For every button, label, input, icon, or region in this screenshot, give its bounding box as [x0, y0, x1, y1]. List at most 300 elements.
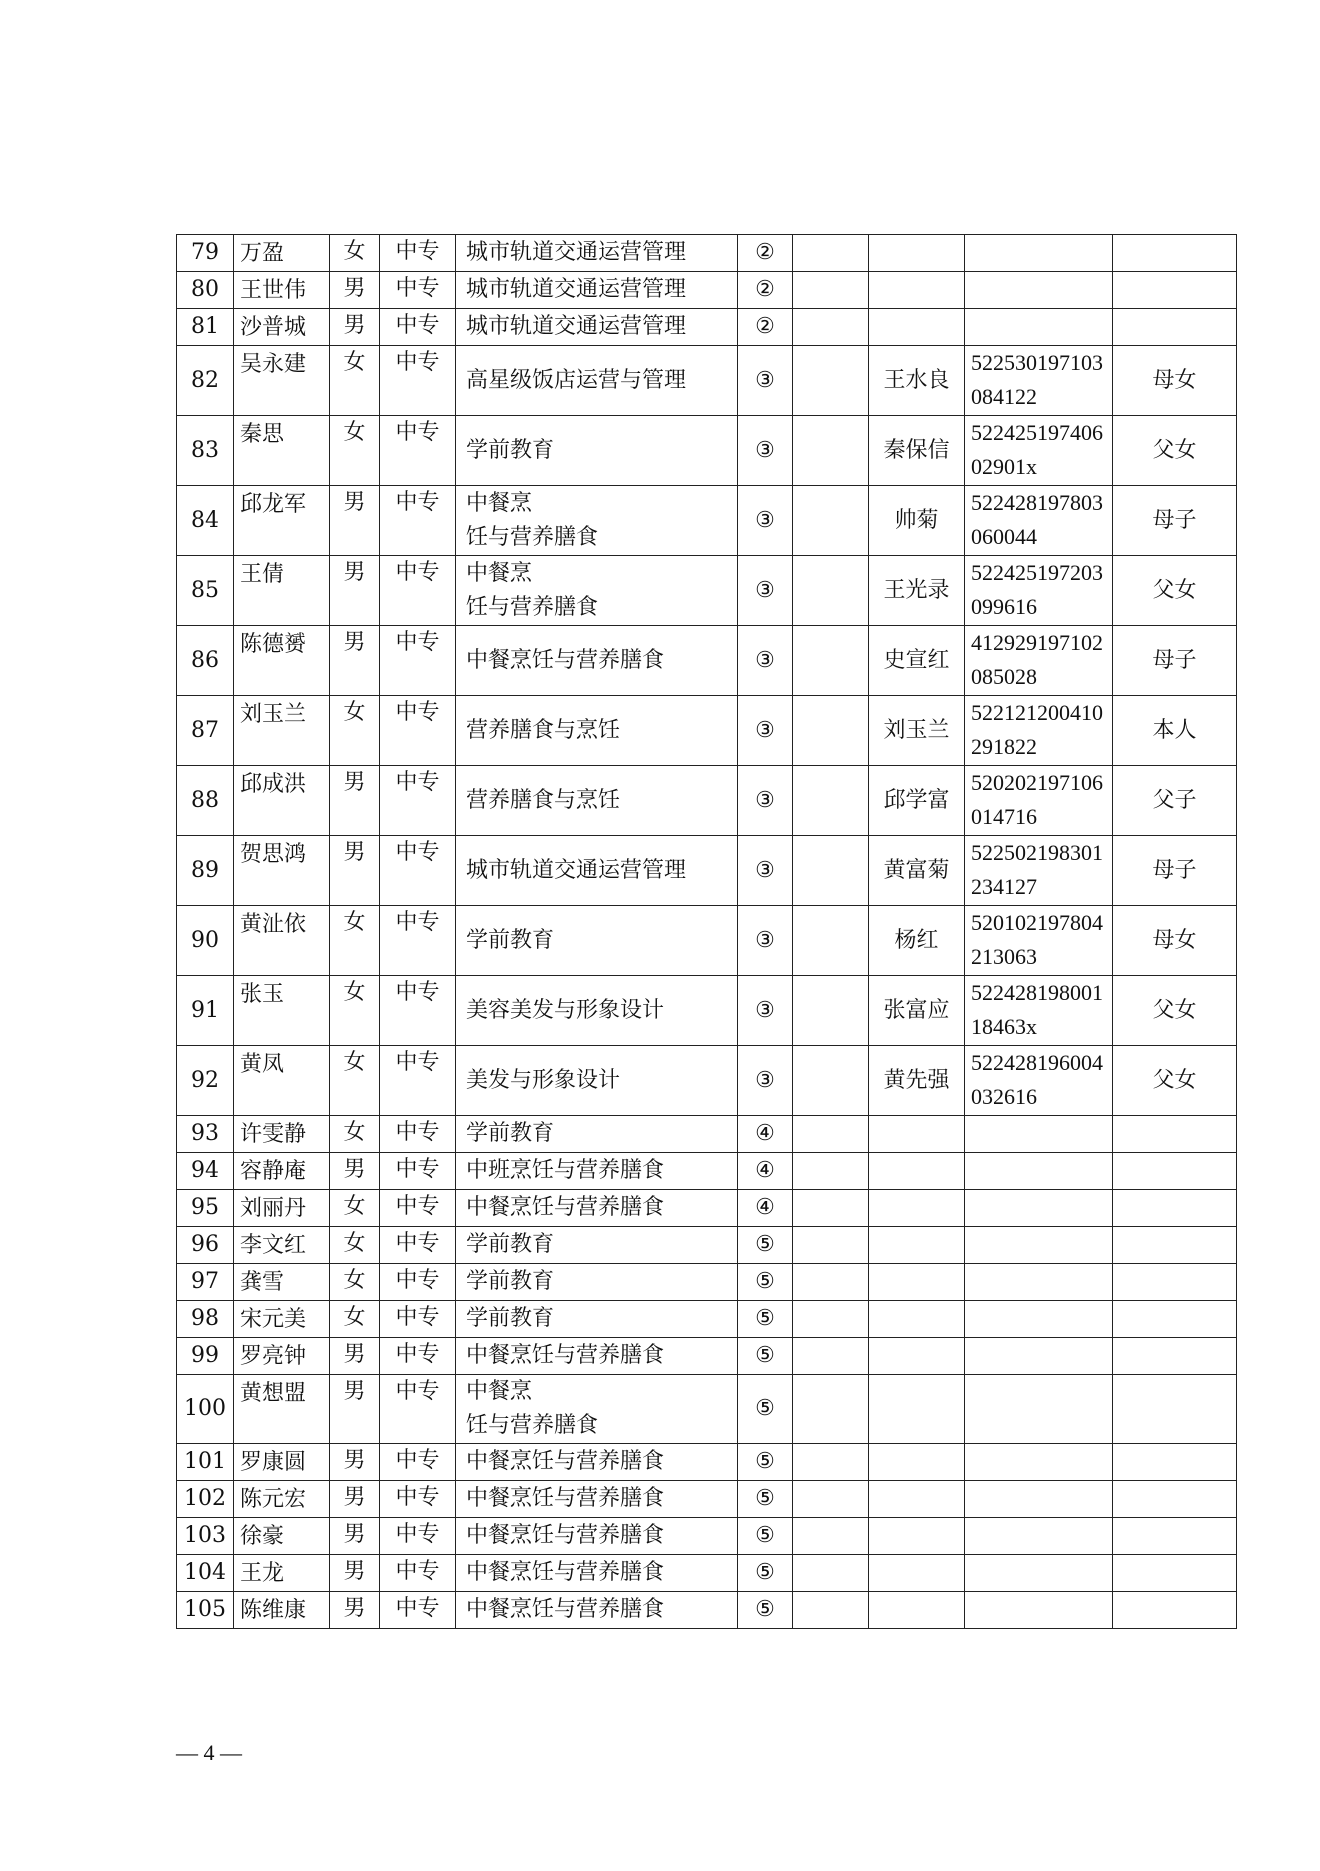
guardian-id-number [965, 1481, 1113, 1518]
education-level: 中专 [380, 416, 456, 486]
row-number: 103 [177, 1518, 234, 1555]
gender: 男 [330, 1153, 380, 1190]
relationship [1113, 1375, 1237, 1444]
id-number-part: 234127 [971, 874, 1037, 899]
category-mark: ③ [738, 486, 793, 556]
table-body [177, 235, 1237, 1629]
row-number: 93 [177, 1116, 234, 1153]
guardian-name [869, 1264, 965, 1301]
table-row [177, 346, 1237, 416]
guardian-id-number [965, 906, 1113, 976]
education-level: 中专 [380, 1046, 456, 1116]
gender: 男 [330, 1375, 380, 1444]
gender: 男 [330, 836, 380, 906]
row-number: 87 [177, 696, 234, 766]
table-row [177, 1153, 1237, 1190]
blank-cell [793, 309, 869, 346]
gender: 女 [330, 1190, 380, 1227]
gender: 男 [330, 556, 380, 626]
id-number-part: 18463x [971, 1014, 1037, 1039]
student-name: 罗亮钟 [234, 1338, 330, 1375]
student-name: 邱成洪 [234, 766, 330, 836]
gender: 男 [330, 272, 380, 309]
guardian-id-number [965, 976, 1113, 1046]
blank-cell [793, 626, 869, 696]
gender: 男 [330, 1481, 380, 1518]
category-mark: ⑤ [738, 1264, 793, 1301]
relationship [1113, 1264, 1237, 1301]
table-row [177, 976, 1237, 1046]
major [456, 416, 738, 486]
category-mark: ② [738, 309, 793, 346]
table-row [177, 416, 1237, 486]
relationship [1113, 1481, 1237, 1518]
table-row [177, 1444, 1237, 1481]
guardian-name [869, 1481, 965, 1518]
student-name: 宋元美 [234, 1301, 330, 1338]
relationship [1113, 1153, 1237, 1190]
student-name: 王倩 [234, 556, 330, 626]
student-table [176, 234, 1237, 1629]
row-number: 105 [177, 1592, 234, 1629]
guardian-name [869, 1153, 965, 1190]
education-level: 中专 [380, 626, 456, 696]
education-level: 中专 [380, 1264, 456, 1301]
education-level: 中专 [380, 1190, 456, 1227]
education-level: 中专 [380, 556, 456, 626]
major [456, 486, 738, 556]
table-row [177, 696, 1237, 766]
blank-cell [793, 556, 869, 626]
table-row [177, 235, 1237, 272]
gender: 男 [330, 1444, 380, 1481]
gender: 女 [330, 1116, 380, 1153]
id-number-part: 213063 [971, 944, 1037, 969]
guardian-id-number [965, 486, 1113, 556]
relationship: 父女 [1113, 976, 1237, 1046]
guardian-name [869, 1301, 965, 1338]
relationship: 父女 [1113, 1046, 1237, 1116]
category-mark: ④ [738, 1116, 793, 1153]
education-level: 中专 [380, 346, 456, 416]
major [456, 1227, 738, 1264]
row-number: 84 [177, 486, 234, 556]
table-row [177, 1116, 1237, 1153]
guardian-name [869, 1190, 965, 1227]
blank-cell [793, 836, 869, 906]
major [456, 1444, 738, 1481]
gender: 男 [330, 1555, 380, 1592]
blank-cell [793, 1190, 869, 1227]
id-number-part: 014716 [971, 804, 1037, 829]
guardian-name [869, 1518, 965, 1555]
guardian-name: 邱学富 [869, 766, 965, 836]
major [456, 235, 738, 272]
row-number: 86 [177, 626, 234, 696]
blank-cell [793, 1375, 869, 1444]
id-number-part: 032616 [971, 1084, 1037, 1109]
student-name: 王龙 [234, 1555, 330, 1592]
blank-cell [793, 1264, 869, 1301]
row-number: 95 [177, 1190, 234, 1227]
education-level: 中专 [380, 235, 456, 272]
major-line: 美容美发与形象设计 [466, 997, 665, 1023]
blank-cell [793, 1153, 869, 1190]
major [456, 906, 738, 976]
relationship [1113, 1338, 1237, 1375]
education-level: 中专 [380, 906, 456, 976]
student-name: 邱龙军 [234, 486, 330, 556]
student-name: 沙普城 [234, 309, 330, 346]
education-level: 中专 [380, 1301, 456, 1338]
major-line: 营养膳食与烹饪 [466, 787, 621, 813]
gender: 男 [330, 626, 380, 696]
blank-cell [793, 235, 869, 272]
major-line: 中餐烹 [466, 560, 533, 586]
guardian-name: 张富应 [869, 976, 965, 1046]
major-line: 学前教育 [466, 927, 555, 953]
major [456, 1153, 738, 1190]
guardian-name: 黄先强 [869, 1046, 965, 1116]
row-number: 91 [177, 976, 234, 1046]
relationship: 父女 [1113, 416, 1237, 486]
major-line: 中餐烹饪与营养膳食 [466, 647, 665, 673]
major-line: 饪与营养膳食 [466, 524, 599, 550]
guardian-id-number [965, 1227, 1113, 1264]
student-name: 徐豪 [234, 1518, 330, 1555]
table-row [177, 1227, 1237, 1264]
category-mark: ⑤ [738, 1555, 793, 1592]
category-mark: ③ [738, 346, 793, 416]
relationship [1113, 272, 1237, 309]
category-mark: ⑤ [738, 1338, 793, 1375]
major [456, 696, 738, 766]
guardian-id-number [965, 1592, 1113, 1629]
table-row [177, 272, 1237, 309]
row-number: 92 [177, 1046, 234, 1116]
guardian-id-number [965, 235, 1113, 272]
table-row [177, 556, 1237, 626]
blank-cell [793, 906, 869, 976]
major [456, 1116, 738, 1153]
guardian-id-number [965, 836, 1113, 906]
row-number: 88 [177, 766, 234, 836]
education-level: 中专 [380, 696, 456, 766]
table-row [177, 1338, 1237, 1375]
major-line: 中班烹饪与营养膳食 [466, 1158, 665, 1183]
education-level: 中专 [380, 272, 456, 309]
major-line: 饪与营养膳食 [466, 594, 599, 620]
major [456, 836, 738, 906]
relationship [1113, 1227, 1237, 1264]
education-level: 中专 [380, 1518, 456, 1555]
relationship: 父女 [1113, 556, 1237, 626]
student-name: 王世伟 [234, 272, 330, 309]
blank-cell [793, 346, 869, 416]
education-level: 中专 [380, 1375, 456, 1444]
relationship [1113, 1444, 1237, 1481]
education-level: 中专 [380, 1444, 456, 1481]
id-number-part: 522428197803 [971, 490, 1103, 515]
major-line: 学前教育 [466, 1121, 555, 1146]
relationship: 父子 [1113, 766, 1237, 836]
guardian-name [869, 1592, 965, 1629]
relationship [1113, 1301, 1237, 1338]
guardian-id-number [965, 1153, 1113, 1190]
guardian-id-number [965, 309, 1113, 346]
major-line: 中餐烹饪与营养膳食 [466, 1560, 665, 1585]
major [456, 626, 738, 696]
guardian-id-number [965, 1518, 1113, 1555]
relationship [1113, 1190, 1237, 1227]
table-row [177, 309, 1237, 346]
education-level: 中专 [380, 1153, 456, 1190]
major-line: 城市轨道交通运营管理 [466, 857, 687, 883]
gender: 女 [330, 346, 380, 416]
major [456, 1375, 738, 1444]
major-line: 中餐烹饪与营养膳食 [466, 1343, 665, 1368]
guardian-name [869, 1444, 965, 1481]
student-name: 陈维康 [234, 1592, 330, 1629]
student-name: 许雯静 [234, 1116, 330, 1153]
education-level: 中专 [380, 1555, 456, 1592]
major [456, 1264, 738, 1301]
major-line: 美发与形象设计 [466, 1067, 621, 1093]
guardian-id-number [965, 1046, 1113, 1116]
table-row [177, 1264, 1237, 1301]
guardian-id-number [965, 696, 1113, 766]
major [456, 976, 738, 1046]
blank-cell [793, 1227, 869, 1264]
gender: 男 [330, 1518, 380, 1555]
guardian-name: 杨红 [869, 906, 965, 976]
major-line: 中餐烹 [466, 490, 533, 516]
education-level: 中专 [380, 976, 456, 1046]
gender: 女 [330, 1264, 380, 1301]
table-row [177, 1046, 1237, 1116]
student-name: 罗康圆 [234, 1444, 330, 1481]
relationship [1113, 235, 1237, 272]
table-row [177, 486, 1237, 556]
student-name: 贺思鸿 [234, 836, 330, 906]
student-name: 容静庵 [234, 1153, 330, 1190]
relationship: 母子 [1113, 626, 1237, 696]
table-row [177, 1190, 1237, 1227]
category-mark: ② [738, 272, 793, 309]
category-mark: ⑤ [738, 1481, 793, 1518]
major [456, 346, 738, 416]
guardian-id-number [965, 556, 1113, 626]
row-number: 83 [177, 416, 234, 486]
major-line: 中餐烹饪与营养膳食 [466, 1523, 665, 1548]
category-mark: ⑤ [738, 1301, 793, 1338]
category-mark: ⑤ [738, 1518, 793, 1555]
row-number: 80 [177, 272, 234, 309]
id-number-part: 522121200410 [971, 700, 1103, 725]
gender: 女 [330, 906, 380, 976]
guardian-id-number [965, 626, 1113, 696]
guardian-name: 秦保信 [869, 416, 965, 486]
guardian-id-number [965, 416, 1113, 486]
category-mark: ③ [738, 766, 793, 836]
gender: 男 [330, 1338, 380, 1375]
guardian-name [869, 1375, 965, 1444]
row-number: 104 [177, 1555, 234, 1592]
student-name: 龚雪 [234, 1264, 330, 1301]
category-mark: ⑤ [738, 1592, 793, 1629]
row-number: 94 [177, 1153, 234, 1190]
guardian-name: 刘玉兰 [869, 696, 965, 766]
student-name: 黄沚依 [234, 906, 330, 976]
education-level: 中专 [380, 1481, 456, 1518]
category-mark: ⑤ [738, 1375, 793, 1444]
student-name: 刘玉兰 [234, 696, 330, 766]
blank-cell [793, 1444, 869, 1481]
category-mark: ⑤ [738, 1227, 793, 1264]
category-mark: ③ [738, 836, 793, 906]
category-mark: ③ [738, 416, 793, 486]
relationship: 本人 [1113, 696, 1237, 766]
gender: 女 [330, 235, 380, 272]
major [456, 1518, 738, 1555]
gender: 男 [330, 1592, 380, 1629]
guardian-name: 帅菊 [869, 486, 965, 556]
guardian-id-number [965, 1555, 1113, 1592]
category-mark: ③ [738, 1046, 793, 1116]
guardian-id-number [965, 272, 1113, 309]
table-row [177, 626, 1237, 696]
category-mark: ⑤ [738, 1444, 793, 1481]
student-name: 黄凤 [234, 1046, 330, 1116]
id-number-part: 522502198301 [971, 840, 1103, 865]
row-number: 100 [177, 1375, 234, 1444]
table-row [177, 836, 1237, 906]
category-mark: ③ [738, 976, 793, 1046]
student-name: 秦思 [234, 416, 330, 486]
major [456, 1338, 738, 1375]
row-number: 101 [177, 1444, 234, 1481]
student-name: 张玉 [234, 976, 330, 1046]
education-level: 中专 [380, 766, 456, 836]
guardian-id-number [965, 766, 1113, 836]
row-number: 90 [177, 906, 234, 976]
relationship [1113, 1116, 1237, 1153]
student-name: 万盈 [234, 235, 330, 272]
blank-cell [793, 1555, 869, 1592]
table-row [177, 1301, 1237, 1338]
blank-cell [793, 1338, 869, 1375]
category-mark: ③ [738, 906, 793, 976]
relationship [1113, 1592, 1237, 1629]
category-mark: ③ [738, 626, 793, 696]
blank-cell [793, 1116, 869, 1153]
education-level: 中专 [380, 836, 456, 906]
student-name: 吴永建 [234, 346, 330, 416]
table-row [177, 906, 1237, 976]
id-number-part: 412929197102 [971, 630, 1103, 655]
major-line: 中餐烹 [466, 1379, 533, 1404]
major [456, 1555, 738, 1592]
table-row [177, 766, 1237, 836]
education-level: 中专 [380, 486, 456, 556]
student-name: 刘丽丹 [234, 1190, 330, 1227]
major-line: 城市轨道交通运营管理 [466, 240, 687, 265]
guardian-id-number [965, 1375, 1113, 1444]
id-number-part: 522425197203 [971, 560, 1103, 585]
row-number: 79 [177, 235, 234, 272]
blank-cell [793, 766, 869, 836]
id-number-part: 084122 [971, 384, 1037, 409]
row-number: 89 [177, 836, 234, 906]
row-number: 99 [177, 1338, 234, 1375]
blank-cell [793, 1301, 869, 1338]
major-line: 学前教育 [466, 1269, 555, 1294]
id-number-part: 522530197103 [971, 350, 1103, 375]
blank-cell [793, 486, 869, 556]
category-mark: ③ [738, 556, 793, 626]
relationship [1113, 1518, 1237, 1555]
relationship: 母女 [1113, 906, 1237, 976]
blank-cell [793, 416, 869, 486]
guardian-id-number [965, 346, 1113, 416]
major-line: 学前教育 [466, 1232, 555, 1257]
major [456, 766, 738, 836]
blank-cell [793, 1592, 869, 1629]
major-line: 饪与营养膳食 [466, 1413, 599, 1438]
id-number-part: 291822 [971, 734, 1037, 759]
education-level: 中专 [380, 1227, 456, 1264]
blank-cell [793, 1481, 869, 1518]
guardian-name [869, 1116, 965, 1153]
guardian-name [869, 272, 965, 309]
gender: 女 [330, 696, 380, 766]
id-number-part: 520202197106 [971, 770, 1103, 795]
major-line: 城市轨道交通运营管理 [466, 277, 687, 302]
guardian-name [869, 235, 965, 272]
guardian-name [869, 1555, 965, 1592]
id-number-part: 099616 [971, 594, 1037, 619]
row-number: 97 [177, 1264, 234, 1301]
gender: 女 [330, 416, 380, 486]
guardian-name: 王水良 [869, 346, 965, 416]
guardian-id-number [965, 1264, 1113, 1301]
guardian-id-number [965, 1190, 1113, 1227]
blank-cell [793, 1046, 869, 1116]
major [456, 1190, 738, 1227]
major-line: 中餐烹饪与营养膳食 [466, 1486, 665, 1511]
row-number: 98 [177, 1301, 234, 1338]
guardian-id-number [965, 1301, 1113, 1338]
blank-cell [793, 696, 869, 766]
major-line: 中餐烹饪与营养膳食 [466, 1195, 665, 1220]
major-line: 中餐烹饪与营养膳食 [466, 1449, 665, 1474]
gender: 女 [330, 1227, 380, 1264]
relationship [1113, 309, 1237, 346]
relationship: 母女 [1113, 346, 1237, 416]
gender: 男 [330, 486, 380, 556]
major [456, 309, 738, 346]
category-mark: ④ [738, 1190, 793, 1227]
major-line: 营养膳食与烹饪 [466, 717, 621, 743]
gender: 男 [330, 766, 380, 836]
row-number: 102 [177, 1481, 234, 1518]
student-name: 黄想盟 [234, 1375, 330, 1444]
guardian-id-number [965, 1444, 1113, 1481]
table-row [177, 1592, 1237, 1629]
id-number-part: 520102197804 [971, 910, 1103, 935]
major [456, 1301, 738, 1338]
guardian-name [869, 1227, 965, 1264]
